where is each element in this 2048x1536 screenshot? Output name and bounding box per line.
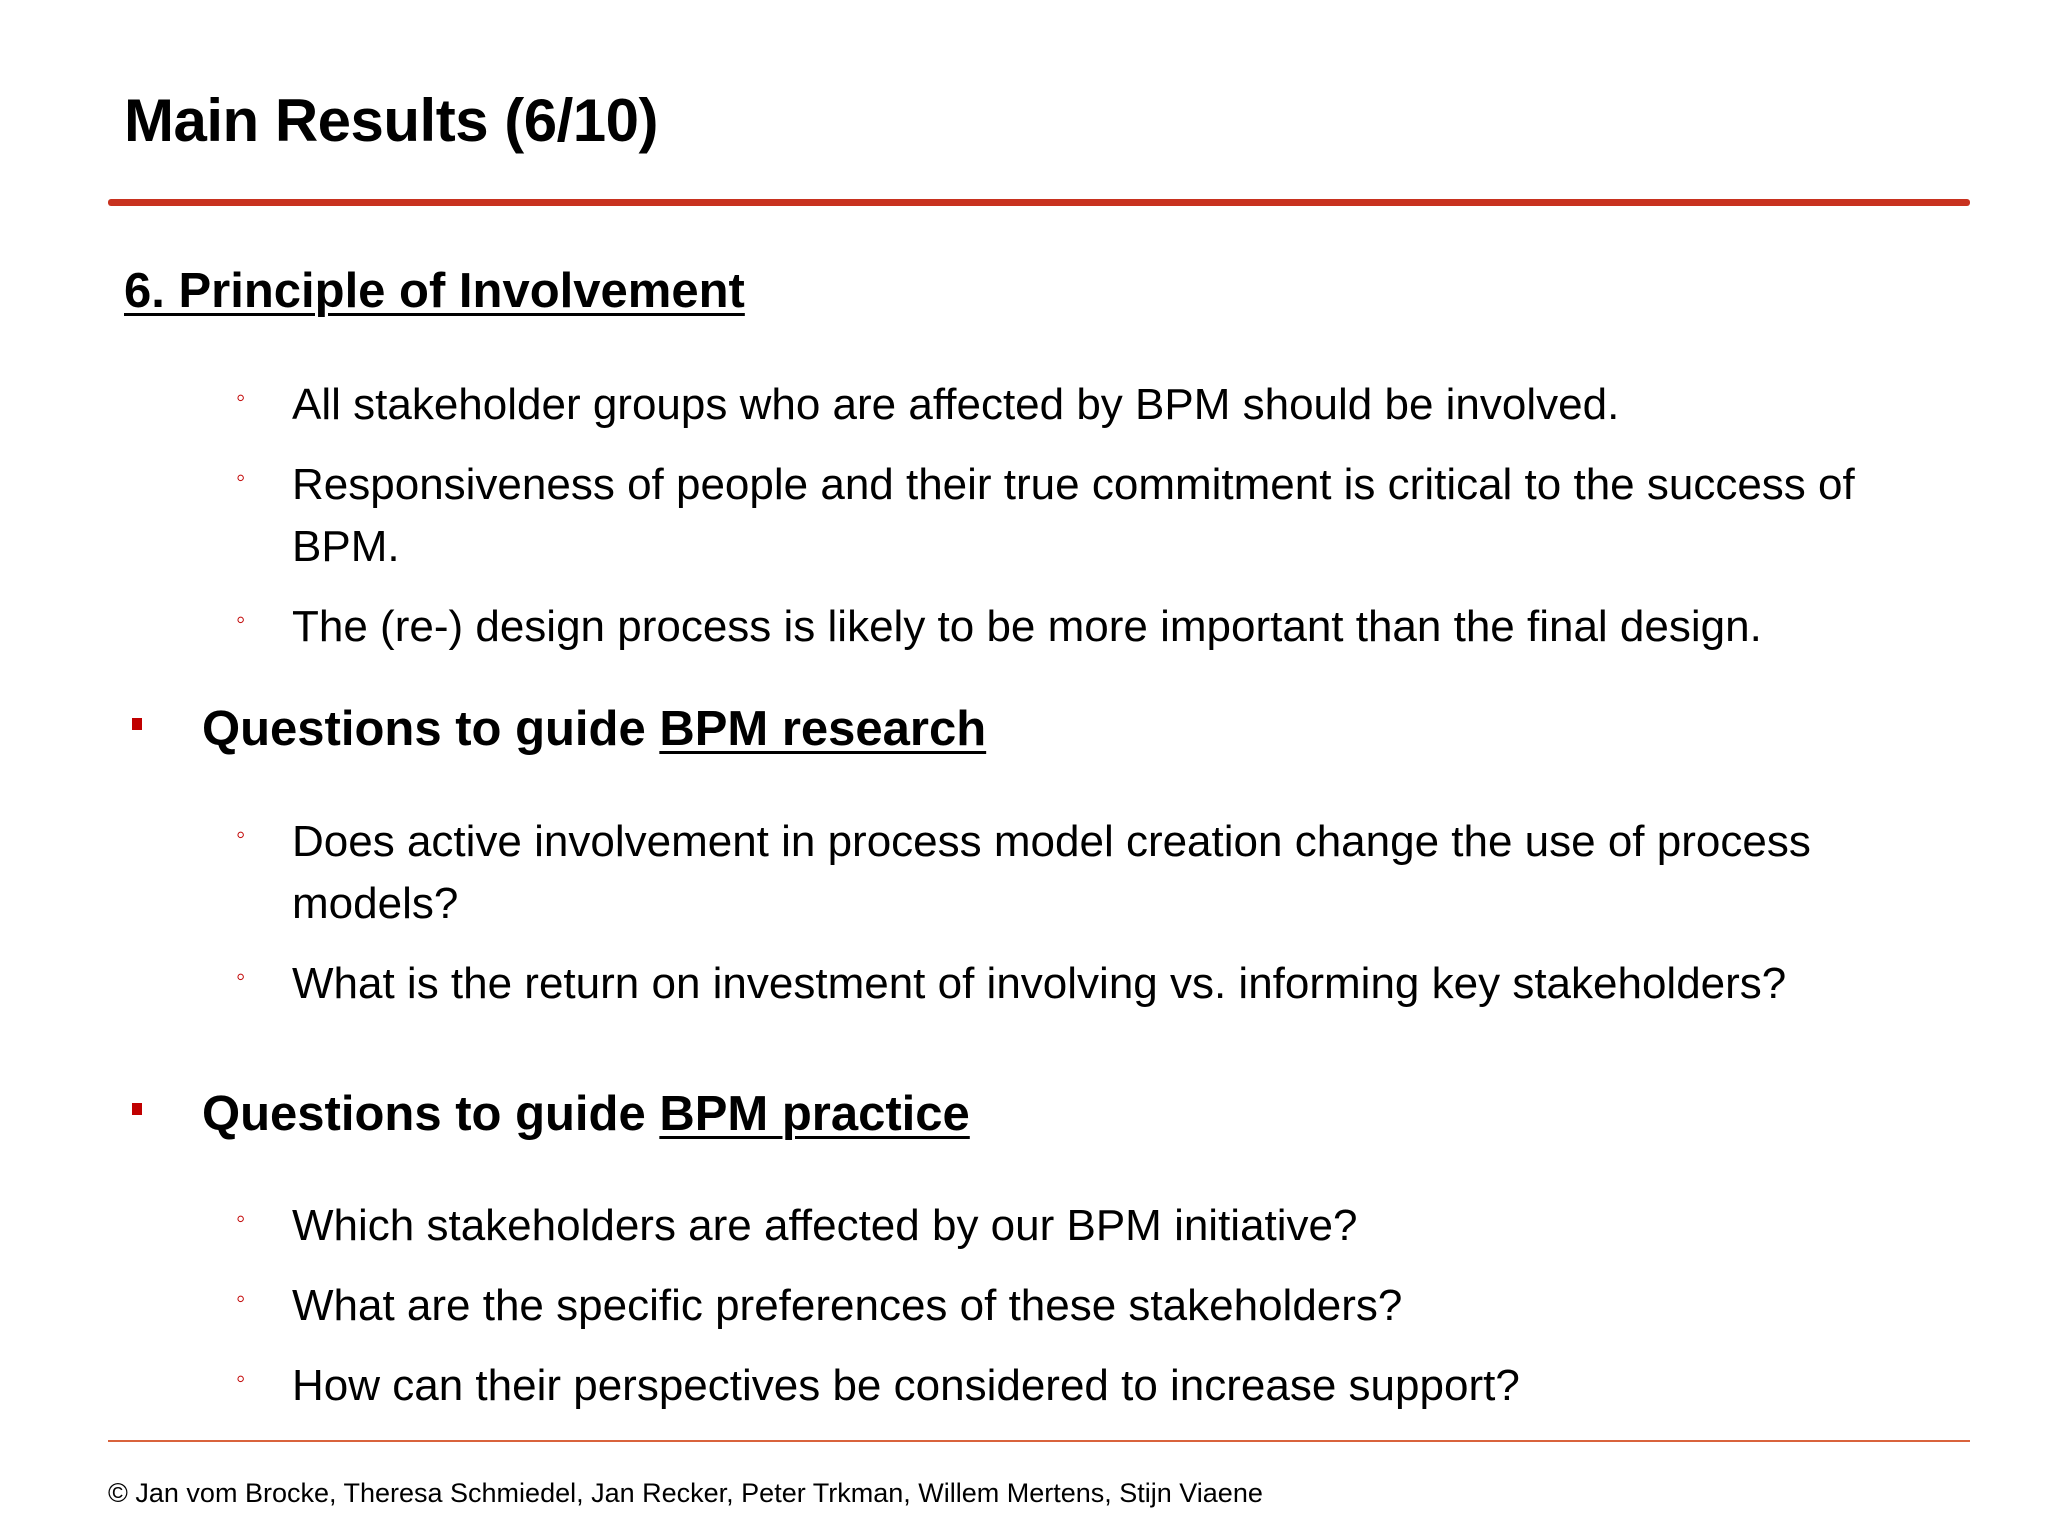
footer-divider <box>108 1440 1970 1442</box>
section-heading: 6. Principle of Involvement <box>124 264 745 318</box>
list-item-text: What is the return on investment of involving vs. informing key stakeholders? <box>292 959 1787 1008</box>
list-item-text: Does active involvement in process model creation change the use of process models? <box>292 817 1811 928</box>
list-item <box>0 596 1932 658</box>
list-item <box>0 1195 1932 1257</box>
sub-bullet-marker: ◦ <box>236 819 246 849</box>
list-item <box>0 953 1932 1015</box>
sub-bullet-marker: ◦ <box>236 1363 246 1393</box>
principle-list <box>0 374 1932 658</box>
sub-bullet-marker: ◦ <box>236 1283 246 1313</box>
list-item <box>0 454 1932 578</box>
list-item-text: What are the specific preferences of these stakeholders? <box>292 1281 1403 1330</box>
sub-bullet-marker: ◦ <box>236 462 246 492</box>
square-bullet-icon <box>132 718 142 730</box>
list-item <box>0 811 1932 935</box>
slide-title: Main Results (6/10) <box>124 87 658 154</box>
practice-heading-prefix: Questions to guide <box>202 1087 660 1141</box>
list-item <box>0 1355 1932 1417</box>
practice-question-list <box>0 1195 1932 1417</box>
list-item <box>0 374 1932 436</box>
list-item-text: All stakeholder groups who are affected by BPM should be involved. <box>292 380 1620 429</box>
sub-bullet-marker: ◦ <box>236 604 246 634</box>
title-divider <box>108 199 1970 206</box>
square-bullet-icon <box>132 1103 142 1115</box>
list-item-text: The (re-) design process is likely to be more important than the final design. <box>292 602 1762 651</box>
research-heading-prefix: Questions to guide <box>202 702 660 756</box>
list-item-text: Responsiveness of people and their true commitment is critical to the success of BPM. <box>292 460 1855 571</box>
research-heading-emphasis: BPM research <box>659 702 987 756</box>
sub-bullet-marker: ◦ <box>236 382 246 412</box>
sub-bullet-marker: ◦ <box>236 961 246 991</box>
list-item <box>0 1275 1932 1337</box>
research-question-list <box>0 811 1932 1015</box>
footer-copyright: © Jan vom Brocke, Theresa Schmiedel, Jan Recker, Peter Trkman, Willem Mertens, Stijn Viaene <box>108 1478 1263 1508</box>
practice-heading-emphasis: BPM practice <box>659 1087 970 1141</box>
list-item-text: Which stakeholders are affected by our BPM initiative? <box>292 1201 1358 1250</box>
sub-bullet-marker: ◦ <box>236 1203 246 1233</box>
list-item-text: How can their perspectives be considered to increase support? <box>292 1361 1520 1410</box>
